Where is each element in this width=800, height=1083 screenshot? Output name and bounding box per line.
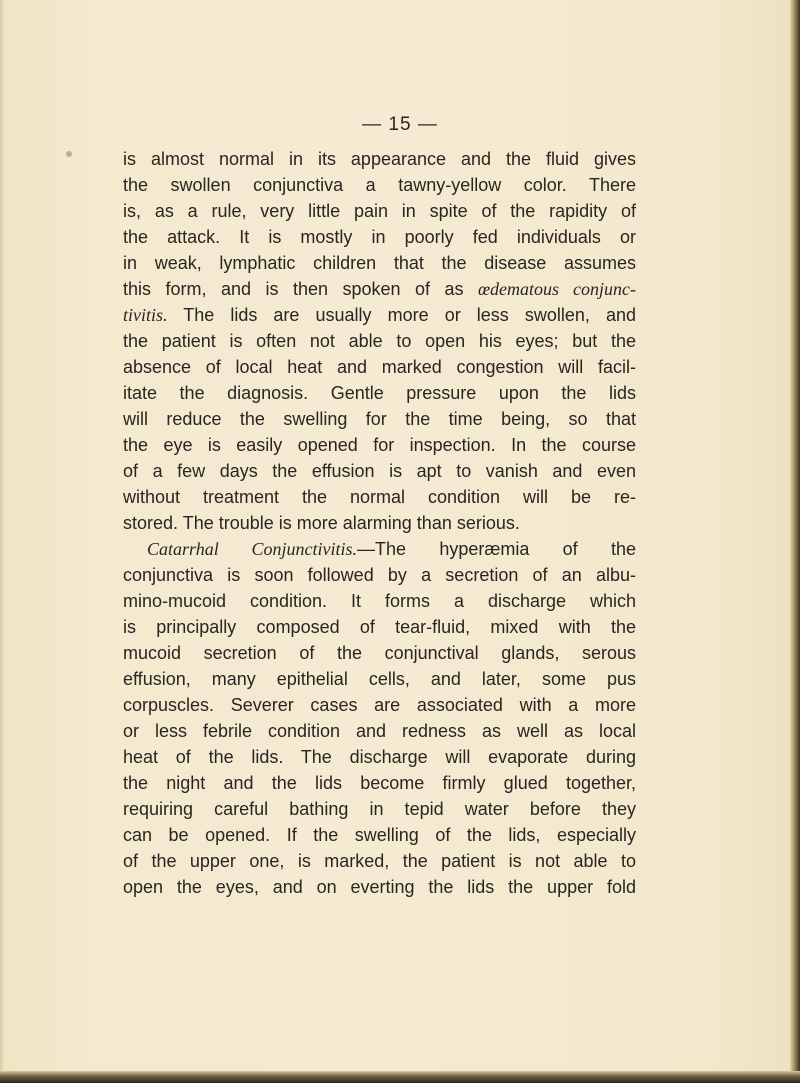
text-segment: is principally composed of tear-fluid, mixed with the (123, 617, 636, 637)
text-segment: the attack. It is mostly in poorly fed individuals or (123, 227, 636, 247)
text-line (123, 562, 636, 588)
text-line (123, 406, 636, 432)
text-line (123, 536, 636, 562)
text-segment: without treatment the normal condition will be re- (123, 487, 636, 507)
text-segment: mino-mucoid condition. It forms a discharge which (123, 591, 636, 611)
page-right-edge (790, 0, 800, 1083)
page-number: — 15 — (362, 114, 438, 135)
text-segment: is, as a rule, very little pain in spite of the rapidity of (123, 201, 636, 221)
text-segment: heat of the lids. The discharge will evaporate during (123, 747, 636, 767)
italic-text: tivitis. (123, 305, 168, 325)
text-line (123, 432, 636, 458)
text-segment: absence of local heat and marked congestion will facil- (123, 357, 636, 377)
text-line (123, 250, 636, 276)
text-line (123, 458, 636, 484)
text-line (123, 146, 636, 172)
text-segment: will reduce the swelling for the time being, so that (123, 409, 636, 429)
page-left-shadow (0, 0, 4, 1083)
text-line (123, 198, 636, 224)
text-line (123, 874, 636, 900)
text-segment: The lids are usually more or less swollen, and (167, 305, 636, 325)
text-line (123, 744, 636, 770)
text-segment: is almost normal in its appearance and the fluid gives (123, 149, 636, 169)
text-segment: or less febrile condition and redness as well as local (123, 721, 636, 741)
text-line (123, 484, 636, 510)
text-segment: conjunctiva is soon followed by a secretion of an albu- (123, 565, 636, 585)
text-line (123, 822, 636, 848)
text-segment: in weak, lymphatic children that the disease assumes (123, 253, 636, 273)
text-line (123, 224, 636, 250)
text-line (123, 328, 636, 354)
margin-spot (66, 151, 72, 157)
text-segment: —The hyperæmia of the (357, 539, 637, 559)
text-line (123, 276, 636, 302)
text-segment: corpuscles. Severer cases are associated with a more (123, 695, 636, 715)
text-line (123, 770, 636, 796)
text-line (123, 692, 636, 718)
text-segment: open the eyes, and on everting the lids the upper fold (123, 877, 636, 897)
italic-text: œdematous conjunc- (478, 279, 636, 299)
text-segment: the patient is often not able to open his eyes; but the (123, 331, 636, 351)
text-segment: effusion, many epithelial cells, and later, some pus (123, 669, 636, 689)
text-segment: can be opened. If the swelling of the lids, especially (123, 825, 636, 845)
text-segment: itate the diagnosis. Gentle pressure upon the lids (123, 383, 636, 403)
text-segment: requiring careful bathing in tepid water before they (123, 799, 636, 819)
text-line (123, 848, 636, 874)
text-line (123, 354, 636, 380)
italic-text: Catarrhal Conjunctivitis. (147, 539, 357, 559)
text-line (123, 614, 636, 640)
text-line (123, 718, 636, 744)
text-segment: mucoid secretion of the conjunctival glands, serous (123, 643, 636, 663)
body-text (123, 146, 636, 900)
text-segment: of the upper one, is marked, the patient is not able to (123, 851, 636, 871)
text-line (123, 640, 636, 666)
text-segment: this form, and is then spoken of as (123, 279, 479, 299)
text-line (123, 796, 636, 822)
text-segment: the eye is easily opened for inspection. In the course (123, 435, 636, 455)
text-segment: of a few days the effusion is apt to vanish and even (123, 461, 636, 481)
text-segment: stored. The trouble is more alarming than serious. (123, 513, 520, 533)
text-line (123, 172, 636, 198)
text-line (123, 380, 636, 406)
page-bottom-edge (0, 1071, 800, 1083)
text-line (123, 510, 636, 536)
text-line (123, 588, 636, 614)
text-segment: the night and the lids become firmly glued together, (123, 773, 636, 793)
text-line (123, 302, 636, 328)
text-line (123, 666, 636, 692)
text-segment: the swollen conjunctiva a tawny-yellow color. There (123, 175, 636, 195)
